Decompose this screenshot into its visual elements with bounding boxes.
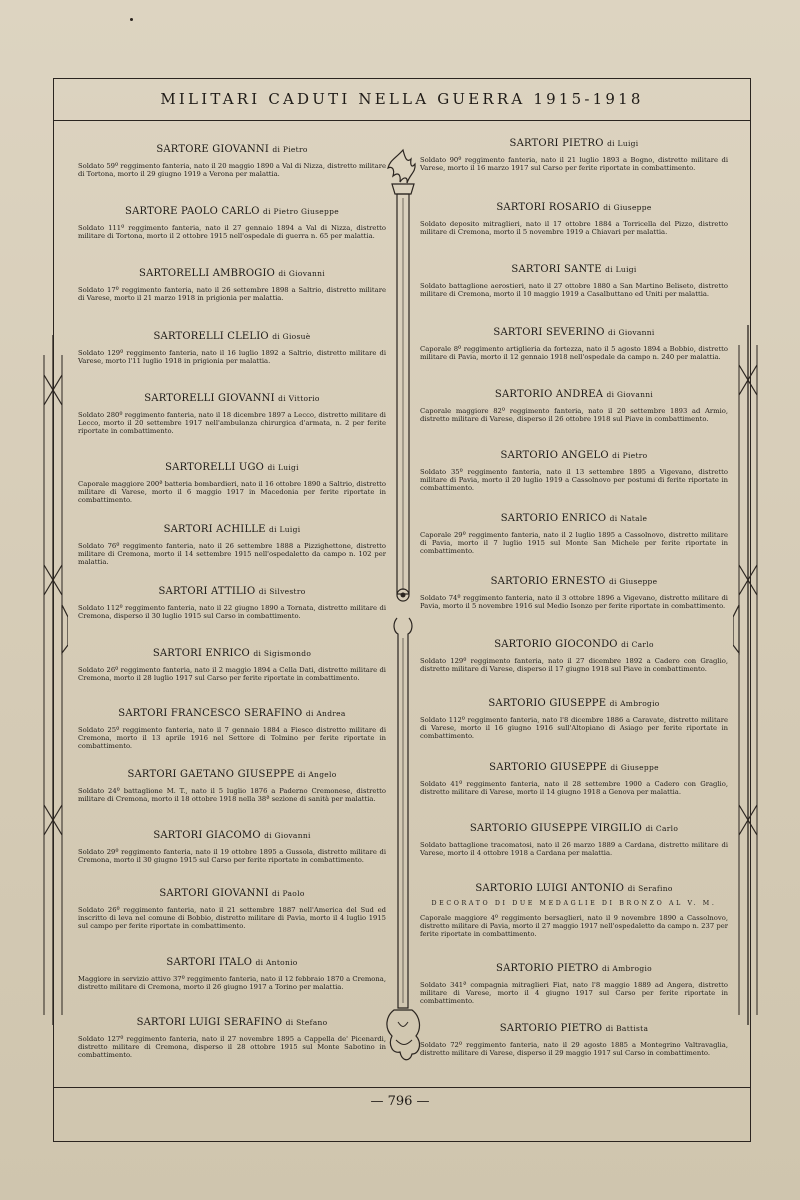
- casualty-name: SARTORI ENRICO di Sigismondo: [152, 648, 312, 659]
- casualty-name: SARTORI PIETRO di Luigi: [509, 138, 639, 149]
- casualty-entry: [78, 769, 386, 803]
- casualty-name: SARTORE GIOVANNI di Pietro: [156, 144, 308, 155]
- fasces-ornament-right: [733, 325, 763, 1025]
- casualty-bio: Soldato 26º reggimento fanteria, nato il 2 maggio 1894 a Cella Dati, distretto militare di Cremona, morto il 28 luglio 1917 sul Carso per ferite riportate in combattimento.: [78, 666, 386, 683]
- casualty-entry: [78, 393, 386, 436]
- casualty-name: SARTORI GAETANO GIUSEPPE di Angelo: [127, 769, 337, 780]
- casualty-name: SARTORI ITALO di Antonio: [166, 957, 298, 968]
- casualty-entry: [420, 1023, 728, 1057]
- casualty-entry: [78, 144, 386, 178]
- casualty-entry: [420, 698, 728, 741]
- casualty-entry: [420, 883, 728, 939]
- casualty-entry: [420, 264, 728, 298]
- page-title: MILITARI CADUTI NELLA GUERRA 1915-1918: [160, 90, 644, 108]
- casualty-bio: Soldato 17º reggimento fanteria, nato il 26 settembre 1898 a Saltrio, distretto militare di Varese, morto il 21 marzo 1918 in prigionia per malattia.: [78, 286, 386, 303]
- casualty-entry: [420, 202, 728, 236]
- casualty-bio: Soldato 111º reggimento fanteria, nato il 27 gennaio 1894 a Val di Nizza, distretto militare di Tortona, morto il 2 ottobre 1915 nell'ospedale di guerra n. 65 per malattia.: [78, 224, 386, 241]
- casualty-bio: Soldato deposito mitraglieri, nato il 17 ottobre 1884 a Torricella del Pizzo, distretto militare di Cremona, morto il 5 novembre 1919 a Chiavari per malattia.: [420, 220, 728, 237]
- casualty-name: SARTORI SEVERINO di Giovanni: [493, 327, 655, 338]
- casualty-bio: Caporale maggiore 200ª batteria bombardieri, nato il 16 ottobre 1890 a Saltrio, distretto militare di Varese, morto il 6 maggio 1917 in Macedonia per ferite riportate in combattimento.: [78, 480, 386, 505]
- casualty-name: SARTORELLI UGO di Luigi: [165, 462, 299, 473]
- casualty-name: SARTORI GIOVANNI di Paolo: [159, 888, 305, 899]
- casualty-entry: [420, 327, 728, 361]
- casualty-bio: Caporale 8º reggimento artiglieria da fortezza, nato il 5 agosto 1894 a Bobbio, distretto militare di Pavia, morto il 12 gennaio 1918 nell'ospedale da campo n. 240 per malattia.: [420, 345, 728, 362]
- casualty-name: SARTORI GIACOMO di Giovanni: [153, 830, 311, 841]
- decoration-line: DECORATO DI DUE MEDAGLIE DI BRONZO AL V. M.: [431, 900, 717, 907]
- casualty-entry: [78, 888, 386, 931]
- casualty-bio: Soldato 74º reggimento fanteria, nato il 3 ottobre 1896 a Vigevano, distretto militare di Pavia, morto il 5 novembre 1916 sul Medio Isonzo per ferite riportate in combattimento.: [420, 594, 728, 611]
- casualty-entry: [420, 389, 728, 423]
- page-number: — 796 —: [370, 1094, 430, 1109]
- paper-speck: [130, 18, 133, 21]
- casualty-bio: Maggiore in servizio attivo 37º reggimento fanteria, nato il 12 febbraio 1870 a Cremona, distretto militare di Cremona, morto il 26 giugno 1917 a Torino per malattia.: [78, 975, 386, 992]
- casualty-entry: [78, 830, 386, 864]
- casualty-entry: [78, 1017, 386, 1060]
- casualty-bio: Soldato 341ª compagnia mitraglieri Fiat, nato l'8 maggio 1889 ad Angera, distretto militare di Varese, morto il 4 giugno 1917 sul Carso per ferite riportate in combattimento.: [420, 981, 728, 1006]
- header-rule: [53, 120, 751, 121]
- casualty-name: SARTORIO GIUSEPPE di Giuseppe: [489, 762, 659, 773]
- casualty-entry: [78, 331, 386, 365]
- casualty-name: SARTORIO GIUSEPPE VIRGILIO di Carlo: [469, 823, 679, 834]
- casualty-bio: Soldato 59º reggimento fanteria, nato il 20 maggio 1890 a Val di Nizza, distretto militare di Tortona, morto il 29 giugno 1919 a Verona per malattia.: [78, 162, 386, 179]
- casualty-bio: Soldato 29º reggimento fanteria, nato il 19 ottobre 1895 a Gussola, distretto militare di Cremona, morto il 30 giugno 1915 sul Carso per ferite riportate in combattimento.: [78, 848, 386, 865]
- casualty-bio: Soldato battaglione aerostieri, nato il 27 ottobre 1880 a San Martino Beliseto, distretto militare di Cremona, morto il 10 maggio 1919 a Casalbuttano ed Uniti per malattia.: [420, 282, 728, 299]
- casualty-entry: [420, 762, 728, 796]
- casualty-name: SARTORIO ANDREA di Giovanni: [494, 389, 654, 400]
- casualty-bio: Soldato battaglione tracomatosi, nato il 26 marzo 1889 a Cardana, distretto militare di Varese, morto il 4 ottobre 1918 a Cardana per malattia.: [420, 841, 728, 858]
- casualty-name: SARTORI ACHILLE di Luigi: [163, 524, 301, 535]
- casualty-name: SARTORIO PIETRO di Ambrogio: [496, 963, 652, 974]
- casualty-name: SARTORI ROSARIO di Giuseppe: [496, 202, 652, 213]
- casualty-entry: [78, 462, 386, 505]
- casualty-name: SARTORI LUIGI SERAFINO di Stefano: [136, 1017, 328, 1028]
- casualty-bio: Soldato 72º reggimento fanteria, nato il 29 agosto 1885 a Montegrino Valtravaglia, distretto militare di Varese, disperso il 29 maggio 1917 sul Carso in combattimento.: [420, 1041, 728, 1058]
- casualty-name: SARTORIO ERNESTO di Giuseppe: [490, 576, 658, 587]
- casualty-bio: Soldato 112º reggimento fanteria, nato l'8 dicembre 1886 a Caravate, distretto militare di Varese, morto il 16 giugno 1916 sull'Altopiano di Asiago per ferite riportate in combattimento.: [420, 716, 728, 741]
- casualty-entry: [420, 138, 728, 172]
- casualty-entry: [420, 639, 728, 673]
- casualty-name: SARTORELLI AMBROGIO di Giovanni: [139, 268, 325, 279]
- casualty-bio: Caporale 29º reggimento fanteria, nato il 2 luglio 1895 a Cassolnovo, distretto militare di Pavia, morto il 7 luglio 1915 sul Monte San Michele per ferite riportate in combattimento.: [420, 531, 728, 556]
- casualty-name: SARTORI FRANCESCO SERAFINO di Andrea: [118, 708, 346, 719]
- casualty-name: SARTORI ATTILIO di Silvestro: [158, 586, 306, 597]
- casualty-name: SARTORIO LUIGI ANTONIO di Serafino: [475, 883, 673, 894]
- casualty-bio: Soldato 26º reggimento fanteria, nato il 21 settembre 1887 nell'America del Sud ed inscritto di leva nel comune di Bobbio, distretto militare di Pavia, morto il 4 luglio 1915 sul campo per ferite riportate in combattimento.: [78, 906, 386, 931]
- casualty-bio: Soldato 90º reggimento fanteria, nato il 21 luglio 1893 a Bogno, distretto militare di Varese, morto il 16 marzo 1917 sul Carso per ferite riportate in combattimento.: [420, 156, 728, 173]
- casualty-entry: [420, 823, 728, 857]
- casualty-name: SARTORIO PIETRO di Battista: [499, 1023, 649, 1034]
- casualty-bio: Soldato 129º reggimento fanteria, nato il 27 dicembre 1892 a Cadero con Graglio, distretto militare di Varese, disperso il 17 giugno 1918 sul Piave in combattimento.: [420, 657, 728, 674]
- casualty-entry: [420, 513, 728, 556]
- casualty-entry: [78, 957, 386, 991]
- casualty-name: SARTORELLI CLELIO di Giosuè: [153, 331, 311, 342]
- casualty-name: SARTORIO GIOCONDO di Carlo: [494, 639, 654, 650]
- casualty-name: SARTORI SANTE di Luigi: [511, 264, 637, 275]
- casualty-bio: Soldato 129º reggimento fanteria, nato il 16 luglio 1892 a Saltrio, distretto militare di Varese, morto l'11 luglio 1918 in prigionia per malattia.: [78, 349, 386, 366]
- torch-ornament: [382, 148, 424, 1078]
- casualty-entry: [420, 576, 728, 610]
- casualty-name: SARTORIO GIUSEPPE di Ambrogio: [488, 698, 660, 709]
- casualty-name: SARTORE PAOLO CARLO di Pietro Giuseppe: [125, 206, 339, 217]
- casualty-entry: [78, 268, 386, 302]
- casualty-entry: [78, 648, 386, 682]
- casualty-bio: Soldato 24º battaglione M. T., nato il 5 luglio 1876 a Paderno Cremonese, distretto militare di Cremona, morto il 18 ottobre 1918 nella 38ª sezione di sanità per malattia.: [78, 787, 386, 804]
- casualty-bio: Caporale maggiore 82º reggimento fanteria, nato il 20 settembre 1893 ad Armio, distretto militare di Varese, disperso il 26 ottobre 1918 sul Piave in combattimento.: [420, 407, 728, 424]
- casualty-bio: Soldato 127º reggimento fanteria, nato il 27 novembre 1895 a Cappella de' Picenardi, distretto militare di Cremona, disperso il 28 ottobre 1915 sul Monte Sabotino in combattimento.: [78, 1035, 386, 1060]
- fasces-ornament-left: [38, 335, 68, 1025]
- footer-rule: [53, 1087, 751, 1088]
- casualty-entry: [420, 963, 728, 1006]
- casualty-bio: Caporale maggiore 4º reggimento bersaglieri, nato il 9 novembre 1890 a Cassolnovo, distretto militare di Pavia, morto il 27 maggio 1917 nell'ospedaletto da campo n. 237 per ferite riportate in combattimento.: [420, 914, 728, 939]
- casualty-name: SARTORIO ENRICO di Natale: [500, 513, 648, 524]
- casualty-bio: Soldato 25º reggimento fanteria, nato il 7 gennaio 1884 a Fiesco distretto militare di Cremona, morto il 13 aprile 1916 nel Settore di Tolmino per ferite riportate in combattimento.: [78, 726, 386, 751]
- casualty-entry: [78, 206, 386, 240]
- casualty-entry: [78, 586, 386, 620]
- casualty-entry: [78, 524, 386, 567]
- casualty-name: SARTORELLI GIOVANNI di Vittorio: [144, 393, 320, 404]
- casualty-entry: [78, 708, 386, 751]
- casualty-bio: Soldato 280º reggimento fanteria, nato il 18 dicembre 1897 a Lecco, distretto militare di Lecco, morto il 20 settembre 1917 nell'ambulanza chirurgica d'armata, n. 2 per ferite riportate in combattimento.: [78, 411, 386, 436]
- casualty-bio: Soldato 112º reggimento fanteria, nato il 22 giugno 1890 a Tornata, distretto militare di Cremona, disperso il 30 luglio 1915 sul Carso in combattimento.: [78, 604, 386, 621]
- casualty-entry: [420, 450, 728, 493]
- casualty-bio: Soldato 41º reggimento fanteria, nato il 28 settembre 1900 a Cadero con Graglio, distretto militare di Varese, morto il 14 giugno 1918 a Genova per malattia.: [420, 780, 728, 797]
- casualty-bio: Soldato 35º reggimento fanteria, nato il 13 settembre 1895 a Vigevano, distretto militare di Pavia, morto il 20 luglio 1919 a Cassolnovo per postumi di ferite riportate in combattimento.: [420, 468, 728, 493]
- casualty-bio: Soldato 76º reggimento fanteria, nato il 26 settembre 1888 a Pizzighettone, distretto militare di Cremona, morto il 14 settembre 1915 nell'ospedaletto da campo n. 102 per malattia.: [78, 542, 386, 567]
- casualty-name: SARTORIO ANGELO di Pietro: [500, 450, 648, 461]
